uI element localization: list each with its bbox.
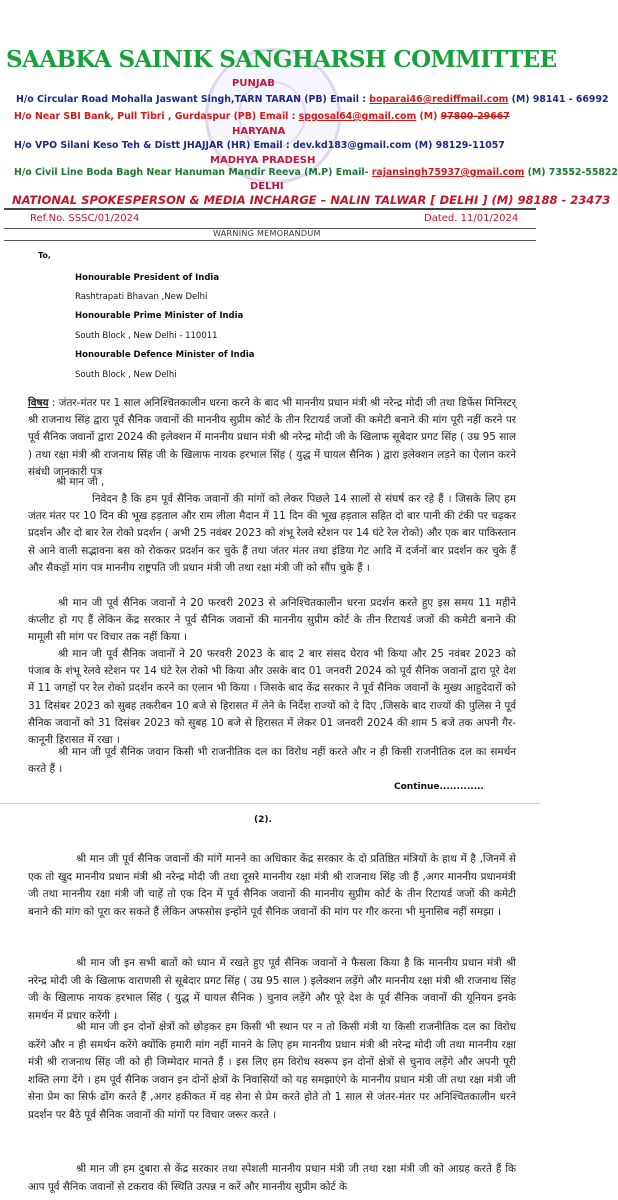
page2-paragraph-4: श्री मान जी हम दुबारा से केंद्र सरकार तथा स्पेशली माननीय प्रधान मंत्री जी तथा रक्षा मंत्री जी को आग्रह करते हैं कि आप पूर्व सैनिक जवानों से टकराव की स्थिति उत्पन्न न करें और माननीय सुप्रीम कोर्ट के: [28, 1163, 516, 1193]
address-mp: H/o Civil Line Boda Bagh Near Hanuman Mandir Reeva (M.P) Email- rajansingh75937@gmail.com (M) 73552-55822: [14, 167, 618, 178]
subject-text: : जंतर-मंतर पर 1 साल अनिश्चितकालीन धरना करने के बाद भी माननीय प्रधान मंत्री श्री नरेन्द्र मोदी जी तथा डिफेंस मिनिस्टर् श्री राजनाथ सिंह द्वारा पूर्व सैनिक जवानों की माननीय सुप्रीम कोर्ट के तीन रिटायर्ड जजों की कमेटी बनाने की मांग पूरी नहीं करने पर पूर्व सैनिक जवानों द्वारा 2024 की इलेक्शन में माननीय प्रधान मंत्री श्री नरेन्द्र मोदी जी के खिलाफ सूबेदार प्रगट सिंह ( उम्र 95 साल ) तथा रक्षा मंत्री श्री राजनाथ सिंह जी के खिलाफ नायक हरभाल सिंह ( युद्ध में घायल सैनिक ) द्वारा इलेक्शन लड़ने का ऐलान करने संबंधी जानकारी पत्र: [28, 397, 516, 478]
state-delhi: DELHI: [250, 181, 284, 192]
national-spokesperson: NATIONAL SPOKESPERSON & MEDIA INCHARGE – NALIN TALWAR [ DELHI ] (M) 98188 - 23473: [12, 193, 611, 207]
continue-label: Continue.............: [394, 782, 484, 792]
recipient-title-2: Honourable Prime Minister of India: [75, 311, 244, 321]
state-madhya-pradesh: MADHYA PRADESH: [210, 155, 316, 166]
recipient-address-1: Rashtrapati Bhavan ,New Delhi: [75, 292, 208, 302]
subject-label: विषय: [28, 397, 49, 409]
recipient-address-2: South Block , New Delhi - 110011: [75, 331, 218, 341]
recipient-title-1: Honourable President of India: [75, 273, 220, 283]
page-number: (2).: [254, 815, 272, 825]
state-punjab: PUNJAB: [232, 78, 275, 89]
address-punjab-2: H/o Near SBI Bank, Pull Tibri , Gurdaspur (PB) Email : spgosal64@gmail.com (M) 97800-29667: [14, 111, 510, 122]
ref-number: Ref.No. SSSC/01/2024: [30, 213, 140, 224]
page2-paragraph-3: श्री मान जी इन दोनों क्षेत्रों को छोड़कर हम किसी भी स्थान पर न तो किसी मंत्री या किसी राजनीतिक दल का विरोध करेंगे और न ही समर्थन करेंगे क्योंकि हमारी मांग नहीं मानने के लिए हम माननीय प्रधान मंत्री श्री नरेन्द्र मोदी जी तथा माननीय रक्षा मंत्री श्री राजनाथ सिंह जी को ही जिम्मेदार मानते हैं । इस लिए हम विरोध स्वरूप इन दोनों क्षेत्रों से चुनाव लड़ेंगे और अपनी पूरी शक्ति लगा देंगे । हम पूर्व सैनिक जवान इन दोनों क्षेत्रों के निवासियों को यह समझाएंगे के माननीय प्रधान मंत्री जी तथा रक्षा मंत्री जी सेना प्रेम का सिर्फ ढोंग करते हैं ,अगर हकीकत में वह सेना से प्रेम करते होते तो 1 साल से जंतर-मंतर पर अनिश्चितकालीन धरने प्रदर्शन पर बैठे पूर्व सैनिक जवानों की मांगों पर विचार जरूर करते ।: [28, 1021, 516, 1121]
email-link-3[interactable]: rajansingh75937@gmail.com: [371, 167, 525, 178]
page-separator: [0, 803, 540, 804]
body-paragraph-1: निवेदन है कि हम पूर्व सैनिक जवानों की मांगों को लेकर पिछले 14 सालों से संघर्ष कर रहे हैं । जिसके लिए हम जंतर मंतर पर 10 दिन की भूख हड़ताल और राम लीला मैदान में 11 दिन की भूख हड़ताल सहित दो बार पानी की टंकी पर चढ़कर प्रदर्शन और दो बार रेल रोको प्रदर्शन ( अभी 25 नवंबर 2023 को शंभू रेलवे स्टेशन पर 14 घंटे रेल रोको) और एक बार पाकिस्तान से आने वाली सद्भावना बस को रोककर प्रदर्शन कर चुके हैं तथा जंतर मंतर तथा इंडिया गेट आदि में दर्जनों बार प्रदर्शन कर चुके हैं और सैकड़ों मांग पत्र माननीय राष्ट्रपति जी प्रधान मंत्री जी तथा रक्षा मंत्री जी को सौंप चुके हैं ।: [28, 493, 516, 574]
to-label: To,: [38, 251, 51, 260]
memo-rule: [4, 240, 536, 241]
email-link-2[interactable]: spgosal64@gmail.com: [298, 111, 417, 122]
recipient-address-3: South Block , New Delhi: [75, 370, 177, 380]
page2-paragraph-1: श्री मान जी पूर्व सैनिक जवानों की मांगें मानने का अधिकार केंद्र सरकार के दो प्रतिष्ठित मंत्रियों के हाथ में है ,जिनमें से एक तो खुद माननीय प्रधान मंत्री श्री नरेन्द्र मोदी जी तथा दूसरे माननीय रक्षा मंत्री श्री राजनाथ सिंह जी हैं ,अगर माननीय प्रधानमंत्री जी तथा माननीय रक्षा मंत्री जी चाहें तो एक दिन में पूर्व सैनिक जवानों की माननीय सुप्रीम कोर्ट के तीन रिटायर्ड जजों की कमेटी बनाने की मांग को पूरा कर सकते हैं लेकिन अफसोस इन्होंने पूर्व सैनिक जवानों की मांग पर गौर करना भी मुनासिब नहीं समझा ।: [28, 853, 516, 918]
page2-paragraph-2: श्री मान जी इन सभी बातों को ध्यान में रखते हुए पूर्व सैनिक जवानों ने फैसला किया है कि माननीय प्रधान मंत्री श्री नरेन्द्र मोदी जी के खिलाफ वाराणसी से सूबेदार प्रगट सिंह ( उम्र 95 साल ) इलेक्शन लड़ेंगे और माननीय रक्षा मंत्री श्री राजनाथ सिंह जी के खिलाफ नायक हरभाल सिंह ( युद्ध में घायल सैनिक ) चुनाव लड़ेंगे और पूरे देश के पूर्व सैनिक जवानों की यूनियन इनके समर्थन में प्रचार करेंगी ।: [28, 957, 516, 1022]
memo-title: WARNING MEMORANDUM: [213, 229, 321, 238]
body-paragraph-3: श्री मान जी पूर्व सैनिक जवानों ने 20 फरवरी 2023 के बाद 2 बार संसद घेराव भी किया और 25 नवंबर 2023 को पंजाब के शंभू रेलवे स्टेशन पर 14 घंटे रेल रोको भी किया और उसके बाद 01 जनवरी 2024 को पूर्व सैनिक जवानों द्वारा पूरे देश में 11 जगहों पर रेल रोको प्रदर्शन करने का एलान भी किया । जिसके बाद केंद्र सरकार ने पूर्व सैनिक जवानों के मुख्य आहुदेदारों को 31 दिसंबर 2023 को सुबह तकरीबन 10 बजे से हिरासत में लेने के निर्देश राज्यों को दे दिए ,जिसके बाद राज्यों की पुलिस ने पूर्व सैनिक जवानों को 31 दिसंबर 2023 को सुबह 10 बजे से हिरासत में लेकर 01 जनवरी 2024 की शाम 5 बजे तक अपनी गैर-कानूनी हिरासत में रखा ।: [28, 648, 516, 747]
email-link-1[interactable]: boparai46@rediffmail.com: [369, 94, 509, 105]
dated: Dated. 11/01/2024: [424, 213, 519, 224]
body-paragraph-4: श्री मान जी पूर्व सैनिक जवान किसी भी राजनीतिक दल का विरोध नहीं करते और न ही किसी राजनीतिक दल का समर्थन करते हैं ।: [28, 746, 516, 776]
recipient-title-3: Honourable Defence Minister of India: [75, 350, 255, 360]
subject-block: [28, 395, 516, 481]
body-paragraph-2: श्री मान जी पूर्व सैनिक जवानों ने 20 फरवरी 2023 से अनिश्चितकालीन धरना प्रदर्शन करते हुए इस समय 11 महीने कंप्लीट हो गए हैं लेकिन केंद्र सरकार ने पूर्व सैनिक जवानों की माननीय सुप्रीम कोर्ट के तीन रिटायर्ड जजों की कमेटी बनाने की मामूली सी मांग पर विचार तक नहीं किया ।: [28, 597, 516, 644]
address-punjab-1: H/o Circular Road Mohalla Jaswant Singh,TARN TARAN (PB) Email : boparai46@rediffmail.com (M) 98141 - 66992: [16, 94, 609, 105]
state-haryana: HARYANA: [232, 126, 286, 137]
org-title: SAABKA SAINIK SANGHARSH COMMITTEE: [6, 46, 557, 73]
address-haryana: H/o VPO Silani Keso Teh & Distt JHAJJAR (HR) Email : dev.kd183@gmail.com (M) 98129-11057: [14, 140, 505, 151]
salutation: श्री मान जी ,: [56, 476, 105, 488]
header-rule: [4, 208, 536, 210]
